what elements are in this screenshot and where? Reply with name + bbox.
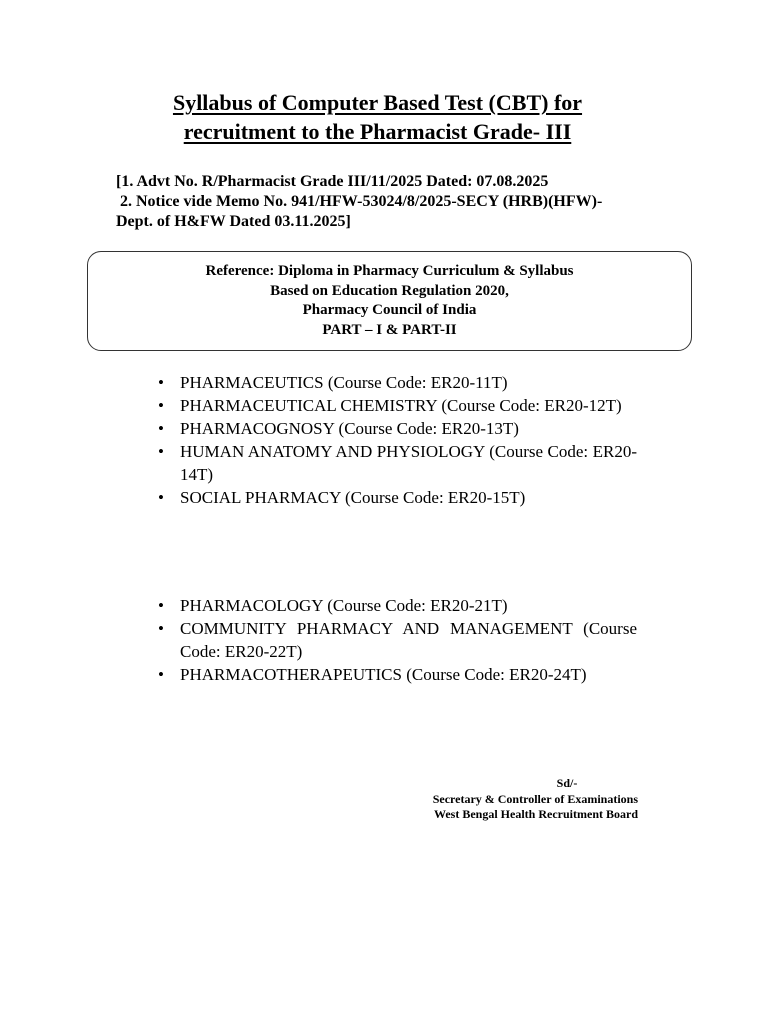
part-1-course-list: [158, 371, 637, 509]
bullet-icon: •: [158, 665, 164, 684]
ref-box-line-4: PART – I & PART-II: [322, 321, 457, 338]
list-item: [158, 440, 637, 486]
list-item: [158, 663, 637, 686]
bullet-icon: •: [158, 373, 164, 392]
list-item: [158, 594, 637, 617]
reference-line-2: 2. Notice vide Memo No. 941/HFW-53024/8/2025-SECY (HRB)(HFW)-: [116, 193, 603, 210]
bullet-icon: •: [158, 488, 164, 507]
course-name: PHARMACOLOGY (Course Code: ER20-21T): [180, 596, 508, 615]
bullet-icon: •: [158, 419, 164, 438]
advertisement-references: [116, 172, 602, 232]
course-name: PHARMACOTHERAPEUTICS (Course Code: ER20-24T): [180, 665, 587, 684]
title-line-2: recruitment to the Pharmacist Grade- III: [183, 119, 572, 144]
ref-box-line-2: Based on Education Regulation 2020,: [270, 282, 509, 299]
course-name: SOCIAL PHARMACY (Course Code: ER20-15T): [180, 488, 526, 507]
signatory-designation: Secretary & Controller of Examinations: [432, 791, 638, 806]
list-item: [158, 417, 637, 440]
course-name: COMMUNITY PHARMACY AND MANAGEMENT (Course Code: ER20-22T): [180, 619, 637, 661]
signature-block: [400, 776, 638, 823]
reference-line-1: [1. Advt No. R/Pharmacist Grade III/11/2025 Dated: 07.08.2025: [116, 173, 549, 190]
list-item: [158, 394, 637, 417]
list-item: [158, 617, 637, 663]
course-name: PHARMACEUTICS (Course Code: ER20-11T): [180, 373, 508, 392]
ref-box-line-1: Reference: Diploma in Pharmacy Curriculum & Syllabus: [205, 263, 574, 279]
course-name: PHARMACEUTICAL CHEMISTRY (Course Code: ER20-12T): [180, 396, 622, 415]
signature-sd: Sd/-: [556, 776, 578, 790]
ref-box-line-3: Pharmacy Council of India: [302, 302, 477, 318]
bullet-icon: •: [158, 596, 164, 615]
signatory-organization: West Bengal Health Recruitment Board: [434, 807, 638, 821]
list-item: [158, 371, 637, 394]
bullet-icon: •: [158, 442, 164, 461]
bullet-icon: •: [158, 619, 164, 638]
course-name: PHARMACOGNOSY (Course Code: ER20-13T): [180, 419, 519, 438]
reference-line-3: Dept. of H&FW Dated 03.11.2025]: [116, 213, 351, 230]
course-name: HUMAN ANATOMY AND PHYSIOLOGY (Course Code: ER20-14T): [180, 442, 637, 484]
curriculum-reference-box: [87, 251, 692, 351]
title-line-1: Syllabus of Computer Based Test (CBT) for: [172, 90, 583, 115]
list-item: [158, 486, 637, 509]
part-2-course-list: [158, 594, 637, 686]
bullet-icon: •: [158, 396, 164, 415]
document-title: [0, 88, 755, 146]
